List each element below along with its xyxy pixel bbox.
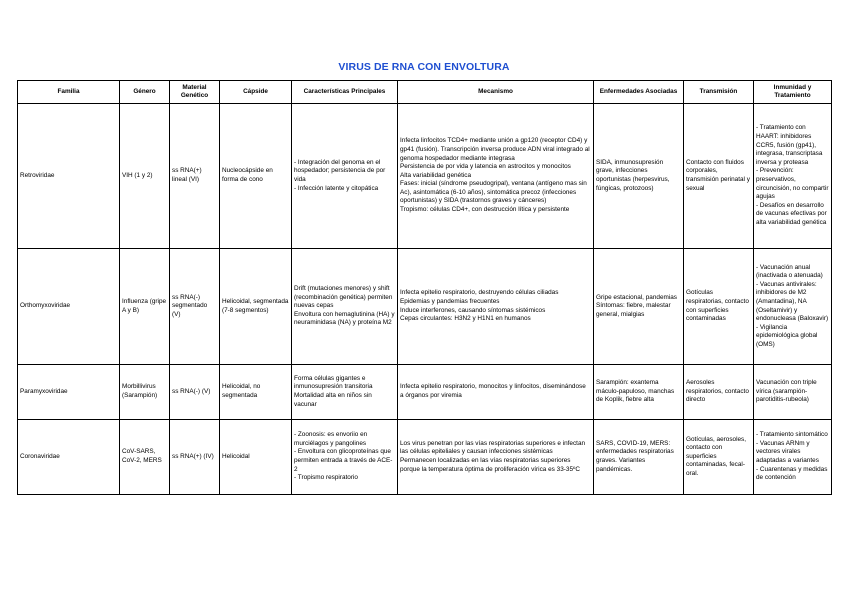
cell-capside: Helicoidal, segmentada (7-8 segmentos) [220, 249, 292, 365]
cell-enfermedades: Sarampión: exantema máculo-papuloso, manchas de Koplik, fiebre alta [594, 365, 684, 420]
text-line: Forma células gigantes e inmunosupresión transitoria [294, 374, 373, 391]
cell-familia: Paramyxoviridae [18, 365, 120, 420]
table-row [18, 365, 832, 420]
cell-enfermedades: SARS, COVID-19, MERS: enfermedades respiratorias graves. Variantes pandémicas. [594, 420, 684, 495]
cell-caracteristicas [292, 249, 398, 365]
cell-inmunidad [754, 104, 832, 249]
cell-capside: Helicoidal, no segmentada [220, 365, 292, 420]
text-line: Induce interferones, causando síntomas sistémicos [400, 306, 546, 314]
text-line: Tropismo: células CD4+, con destrucción lítica y persistente [400, 206, 570, 214]
header-mecanismo: Mecanismo [398, 81, 594, 104]
text-line: - Vigilancia epidemiológica global (OMS) [756, 323, 818, 348]
header-enfermedades: Enfermedades Asociadas [594, 81, 684, 104]
text-line: - Integración del genoma en el hospedador; persistencia de por vida [294, 158, 386, 183]
text-line: - Desafíos en desarrollo de vacunas efectivas por alta variabilidad genética [756, 201, 827, 226]
cell-familia: Orthomyxoviridae [18, 249, 120, 365]
header-row [18, 81, 832, 104]
text-line: Fases: inicial (síndrome pseudogripal), ventana (antígeno mas sin Ac), asintomática (6-10 años), sintomática precoz (infecciones oportunistas) y SIDA (trastornos graves y cánceres) [400, 180, 587, 205]
table-row [18, 249, 832, 365]
text-line: Infecta linfocitos TCD4+ mediante unión a gp120 (receptor CD4) y gp41 (fusión). Transcripción inversa produce ADN viral integrado al genoma hospedador mediante integrasa [400, 137, 590, 162]
cell-genero: Morbillivirus (Sarampión) [120, 365, 170, 420]
cell-familia: Coronaviridae [18, 420, 120, 495]
text-line: Mortalidad alta en niños sin vacunar [294, 392, 372, 408]
virus-table [17, 80, 832, 495]
text-line: - Vacunas antivirales: inhibidores de M2 (Amantadina), NA (Oseltamivir) y endonucleasa (Baloxavir) [756, 280, 829, 323]
text-line: - Envoltura con glicoproteínas que permiten entrada a través de ACE-2 [294, 448, 393, 473]
table-row [18, 420, 832, 495]
text-line: Alta variabilidad genética [400, 171, 472, 179]
header-transmision: Transmisión [684, 81, 754, 104]
cell-capside: Helicoidal [220, 420, 292, 495]
table-row [18, 104, 832, 249]
cell-material: ss RNA(-) segmentado (V) [170, 249, 220, 365]
cell-material: ss RNA(+) lineal (VI) [170, 104, 220, 249]
page-title: VIRUS DE RNA CON ENVOLTURA [338, 61, 510, 73]
cell-material: ss RNA(-) (V) [170, 365, 220, 420]
text-line: - Infección latente y citopática [294, 184, 379, 192]
text-line: Cepas circulantes: H3N2 y H1N1 en humanos [400, 315, 531, 323]
text-line: Infecta epitelio respiratorio, destruyendo células ciliadas [400, 289, 559, 297]
cell-capside: Nucleocápside en forma de cono [220, 104, 292, 249]
cell-familia: Retroviridae [18, 104, 120, 249]
text-line: Drift (mutaciones menores) y shift (recombinación genética) permiten nuevas cepas [294, 285, 393, 310]
cell-genero: Influenza (gripe A y B) [120, 249, 170, 365]
cell-inmunidad [754, 365, 832, 420]
cell-caracteristicas [292, 365, 398, 420]
text-line: Persistencia de por vida y latencia en astrocitos y monocitos [400, 163, 571, 171]
cell-genero: CoV-SARS, CoV-2, MERS [120, 420, 170, 495]
text-line: Envoltura con hemaglutinina (HA) y neuraminidasa (NA) y proteína M2 [294, 310, 395, 327]
cell-mecanismo [398, 420, 594, 495]
text-line: Los virus penetran por las vías respiratorias superiores e infectan las células epiteliales y causan infecciones sistémicas [400, 439, 586, 456]
cell-caracteristicas [292, 104, 398, 249]
cell-enfermedades: SIDA, inmunosupresión grave, infecciones oportunistas (herpesvirus, fúngicas, protozoos) [594, 104, 684, 249]
cell-transmision: Contacto con fluidos corporales, transmisión perinatal y sexual [684, 104, 754, 249]
cell-mecanismo [398, 365, 594, 420]
text-line: - Tratamiento sintomático [756, 431, 828, 439]
text-line: - Vacunación anual (inactivada o atenuada) [756, 263, 823, 280]
text-line: - Zoonosis: es envoriio en murciélagos y pangolines [294, 431, 368, 447]
text-line: Epidemias y pandemias frecuentes [400, 297, 500, 305]
cell-transmision: Aerosoles respiratorios, contacto directo [684, 365, 754, 420]
cell-inmunidad [754, 420, 832, 495]
text-line: - Tropismo respiratorio [294, 474, 358, 482]
header-inmunidad: Inmunidad y Tratamiento [754, 81, 832, 104]
text-line: Vacunación con triple vírica (sarampión-parotiditis-rubeola) [756, 379, 817, 404]
cell-material: ss RNA(+) (IV) [170, 420, 220, 495]
text-line: Permanecen localizadas en las vías respiratorias superiores porque la temperatura óptima de proliferación vírica es 33-35ºC [400, 457, 580, 473]
header-capside: Cápside [220, 81, 292, 104]
cell-inmunidad [754, 249, 832, 365]
cell-mecanismo [398, 104, 594, 249]
cell-transmision: Gotículas respiratorias, contacto con superficies contaminadas [684, 249, 754, 365]
text-line: - Cuarentenas y medidas de contención [756, 465, 828, 482]
header-caracteristicas: Características Principales [292, 81, 398, 104]
header-genero: Género [120, 81, 170, 104]
cell-enfermedades: Gripe estacional, pandemias Síntomas: fiebre, malestar general, mialgias [594, 249, 684, 365]
text-line: - Vacunas ARNm y vectores virales adaptadas a variantes [756, 439, 819, 464]
cell-mecanismo [398, 249, 594, 365]
text-line: - Prevención: preservativos, circuncisión, no compartir agujas [756, 167, 829, 201]
header-familia: Familia [18, 81, 120, 104]
text-line: Infecta epitelio respiratorio, monocitos y linfocitos, diseminándose a órganos por viremia [400, 383, 586, 399]
header-material: Material Genético [170, 81, 220, 104]
cell-transmision: Gotículas, aerosoles, contacto con superficies contaminadas, fecal-oral. [684, 420, 754, 495]
cell-genero: VIH (1 y 2) [120, 104, 170, 249]
cell-caracteristicas [292, 420, 398, 495]
text-line: - Tratamiento con HAART: inhibidores CCR5, fusión (gp41), integrasa, transcriptasa inversa y proteasa [756, 124, 823, 166]
